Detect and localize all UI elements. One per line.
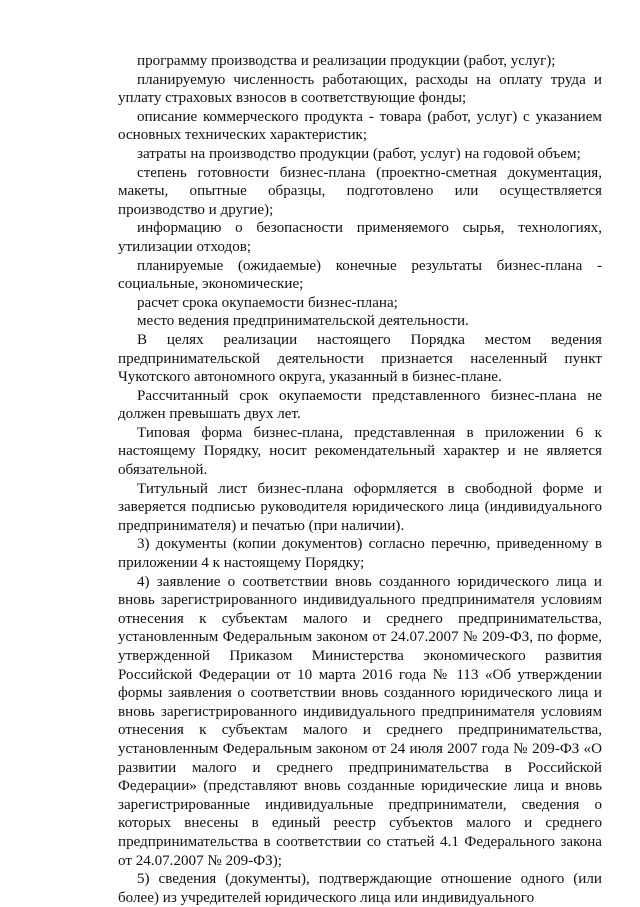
paragraph-item-5-founders: 5) сведения (документы), подтверждающие отношение одного (или более) из учредителей юридического лица или индивидуального — [118, 871, 602, 906]
paragraph-item-3-documents: 3) документы (копии документов) согласно перечню, приведенному в приложении 4 к настоящему Порядку; — [118, 536, 602, 572]
paragraph-title-page: Титульный лист бизнес-плана оформляется в свободной форме и заверяется подписью руководителя юридического лица (индивидуального предпринимателя) и печатью (при наличии). — [118, 480, 602, 534]
paragraph-payback-calculation: расчет срока окупаемости бизнес-плана; — [137, 294, 398, 311]
paragraph-readiness: степень готовности бизнес-плана (проектно-сметная документация, макеты, опытные образцы, подготовлено или осуществляется производство и другие); — [118, 164, 602, 218]
paragraph-payback-limit: Рассчитанный срок окупаемости представленного бизнес-плана не должен превышать двух лет. — [118, 387, 602, 423]
document-body — [118, 52, 602, 907]
paragraph-item-4-statement: 4) заявление о соответствии вновь созданного юридического лица и вновь зарегистрированного индивидуального предпринимателя условиям отнесения к субъектам малого и среднего предпринимательства, установленным Федеральным законом от 24.07.2007 № 209-ФЗ, по форме, утвержденной Приказом Министерства экономического развития Российской Федерации от 10 марта 2016 года № 113 «Об утверждении формы заявления о соответствии вновь созданного юридического лица и вновь зарегистрированного индивидуального предпринимателя условиям отнесения к субъектам малого и среднего предпринимательства, установленным Федеральным законом от 24 июля 2007 года № 209-ФЗ «О развитии малого и среднего предпринимательства в Российской Федерации» (представляют вновь созданные юридические лица и вновь зарегистрированные индивидуальные предприниматели, сведения о которых внесены в единый реестр субъектов малого и среднего предпринимательства в соответствии со статьей 4.1 Федерального закона от 24.07.2007 № 209-ФЗ); — [118, 573, 602, 869]
paragraph-product-description: описание коммерческого продукта - товара (работ, услуг) с указанием основных технических характеристик; — [118, 108, 602, 144]
paragraph-safety-info: информацию о безопасности применяемого сырья, технологиях, утилизации отходов; — [118, 220, 602, 255]
paragraph-standard-form: Типовая форма бизнес-плана, представленная в приложении 6 к настоящему Порядку, носит рекомендательный характер и не является обязательной. — [118, 424, 602, 479]
paragraph-staff-numbers: планируемую численность работающих, расходы на оплату труда и уплату страховых взносов в соответствующие фонды; — [118, 71, 602, 107]
paragraph-business-location: место ведения предпринимательской деятельности. — [137, 313, 469, 330]
paragraph-production-costs: затраты на производство продукции (работ, услуг) на годовой объем; — [137, 145, 581, 162]
paragraph-location-definition: В целях реализации настоящего Порядка местом ведения предпринимательской деятельности признается населенный пункт Чукотского автономного округа, указанный в бизнес-плане. — [118, 331, 602, 386]
paragraph-production-program: программу производства и реализации продукции (работ, услуг); — [137, 53, 556, 69]
paragraph-expected-results: планируемые (ожидаемые) конечные результаты бизнес-плана - социальные, экономические; — [118, 257, 602, 293]
